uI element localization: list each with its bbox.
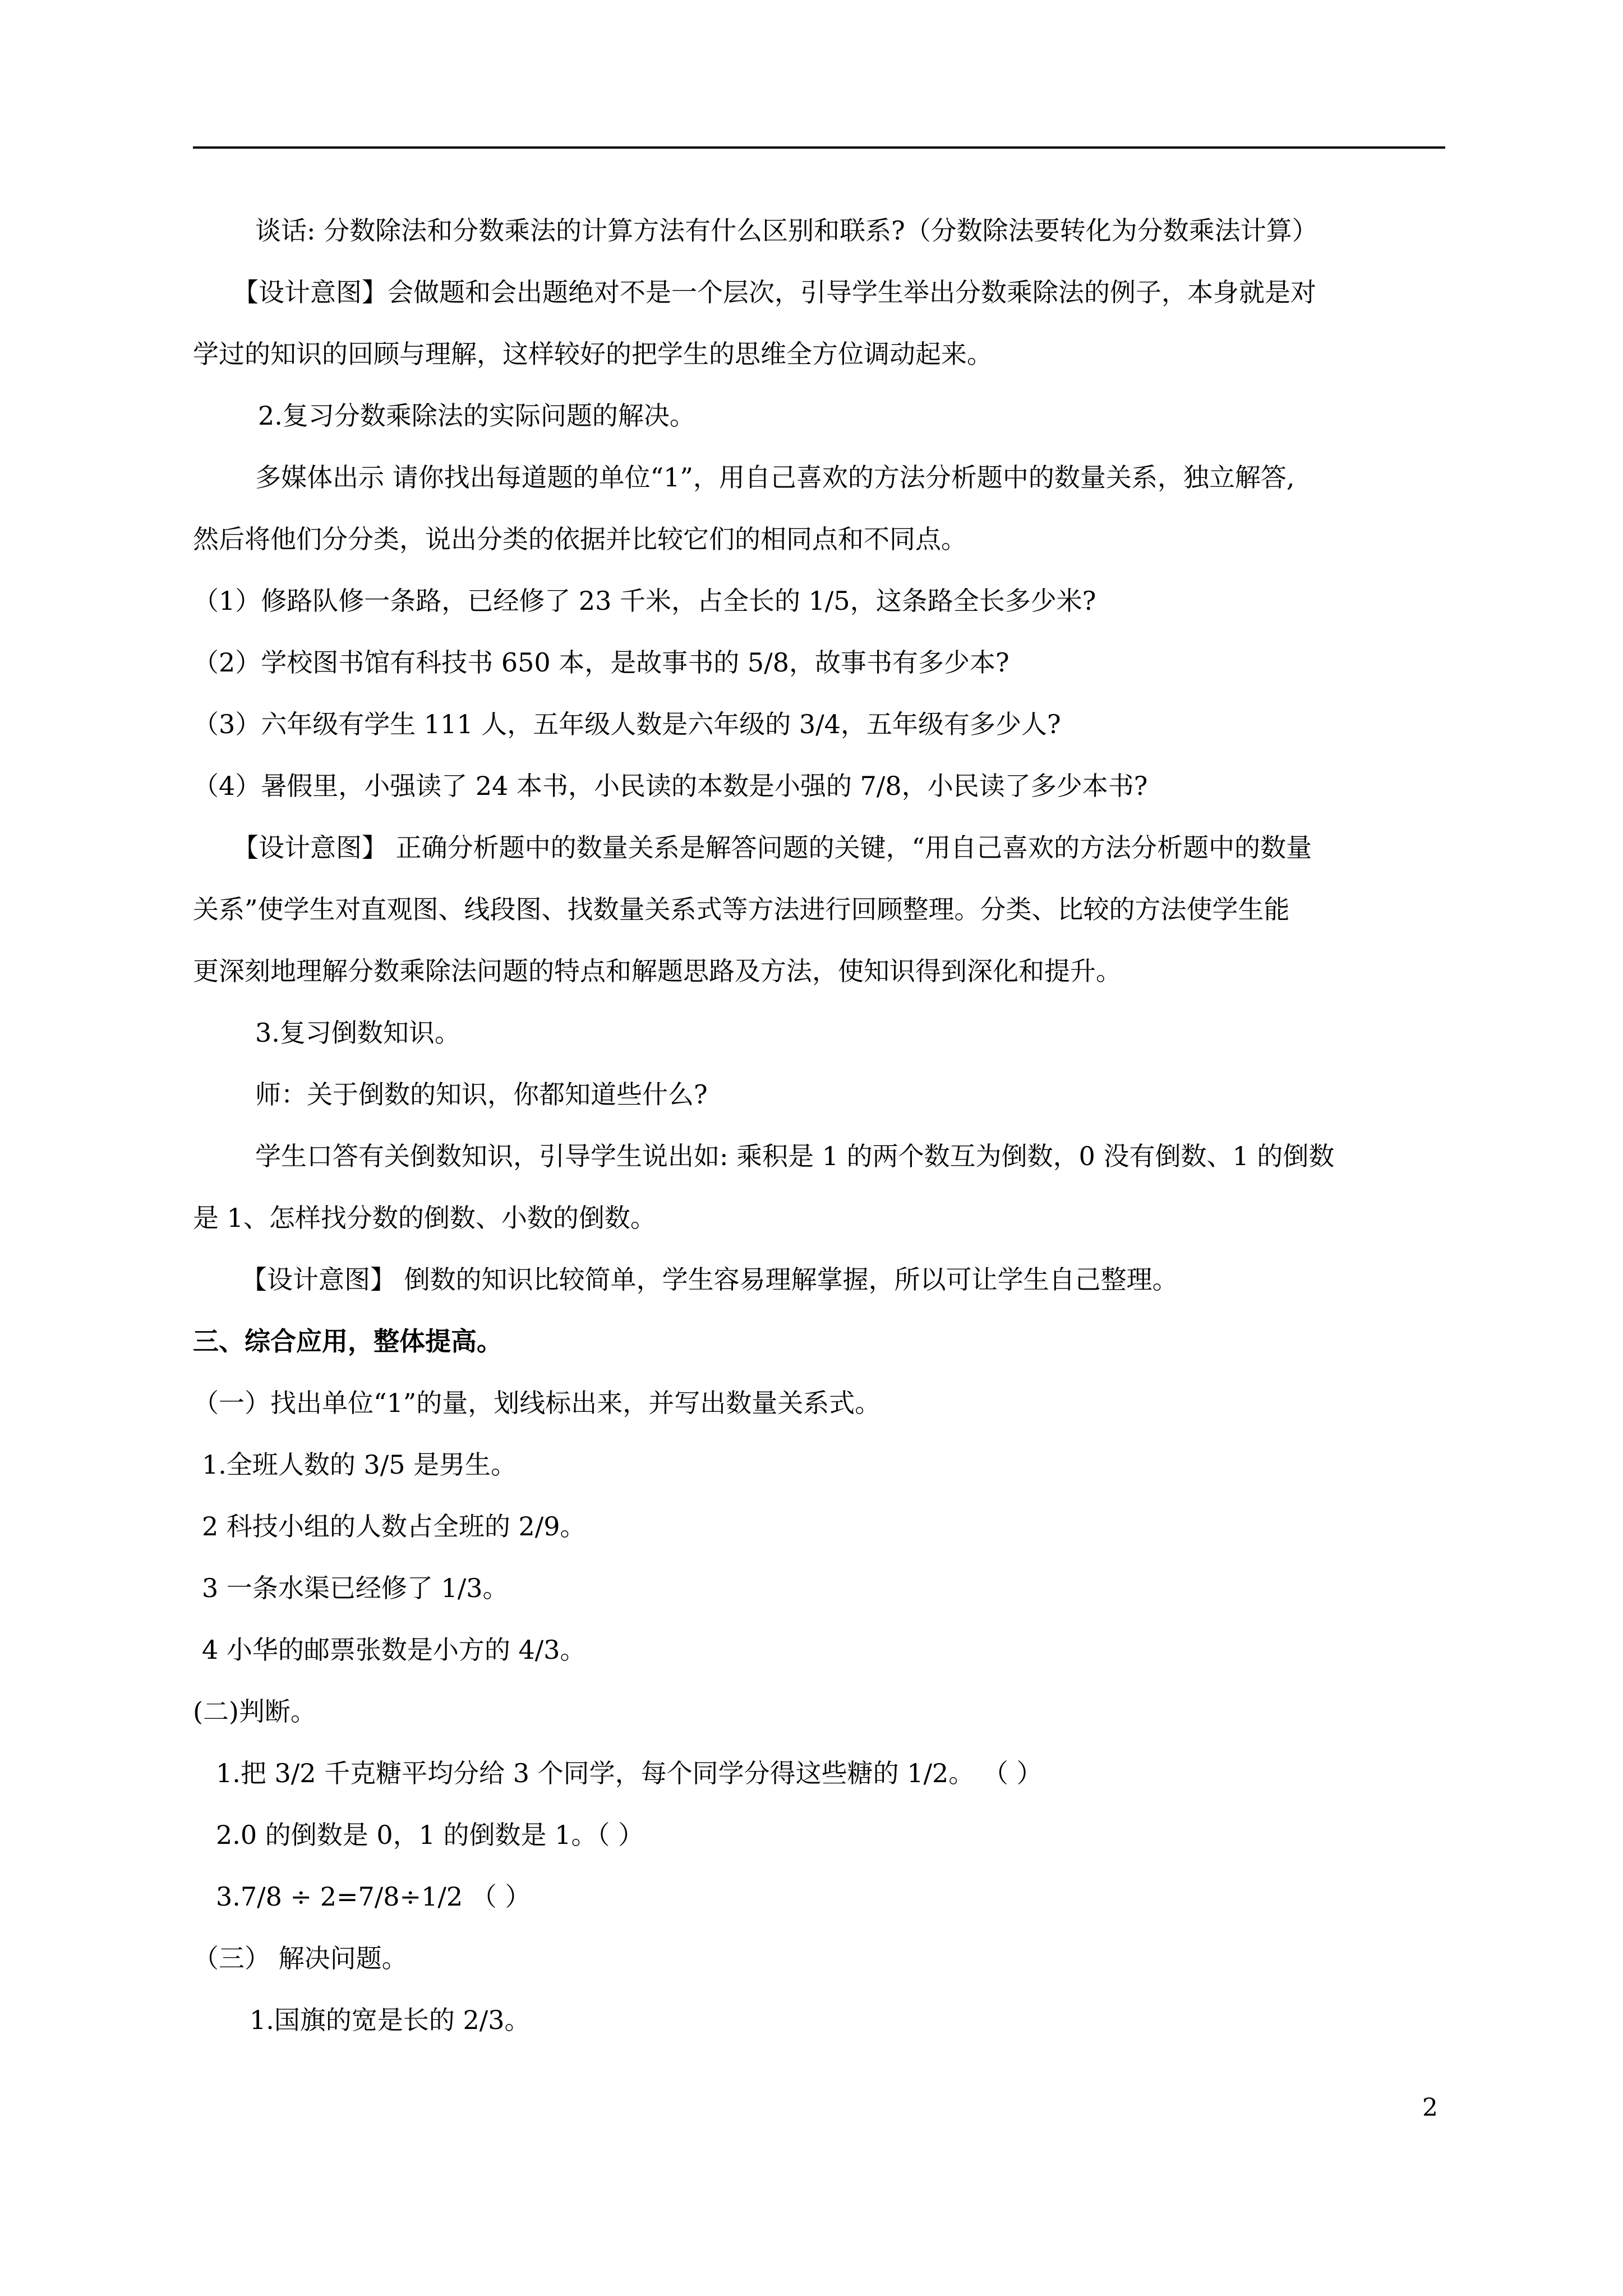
paragraph-line: 师：关于倒数的知识，你都知道些什么? [255, 1079, 708, 1110]
paragraph-line: 是 1、怎样找分数的倒数、小数的倒数。 [193, 1203, 656, 1233]
list-item: 4 小华的邮票张数是小方的 4/3。 [202, 1635, 586, 1665]
paragraph-line: 关系”使学生对直观图、线段图、找数量关系式等方法进行回顾整理。分类、比较的方法使学生能 [193, 894, 1290, 924]
header-rule [193, 146, 1445, 149]
list-item: 3.7/8 ÷ 2=7/8÷1/2 （ ） [216, 1881, 531, 1912]
list-item: 2 科技小组的人数占全班的 2/9。 [202, 1511, 586, 1542]
list-item: 1.国旗的宽是长的 2/3。 [250, 2005, 531, 2035]
paragraph-line: 【设计意图】 倒数的知识比较简单，学生容易理解掌握，所以可让学生自己整理。 [241, 1264, 1178, 1295]
list-item: （2）学校图书馆有科技书 650 本，是故事书的 5/8，故事书有多少本? [193, 647, 1009, 678]
paragraph-line: （三） 解决问题。 [193, 1943, 408, 1973]
list-item: 1.把 3/2 千克糖平均分给 3 个同学，每个同学分得这些糖的 1/2。 （ ） [216, 1758, 1043, 1788]
paragraph-line: 谈话: 分数除法和分数乘法的计算方法有什么区别和联系?（分数除法要转化为分数乘法计算） [255, 215, 1318, 246]
paragraph-line: 3.复习倒数知识。 [255, 1018, 460, 1048]
paragraph-line: 【设计意图】会做题和会出题绝对不是一个层次，引导学生举出分数乘除法的例子，本身就是对 [233, 277, 1316, 307]
paragraph-line: 学生口答有关倒数知识，引导学生说出如: 乘积是 1 的两个数互为倒数，0 没有倒数、1 的倒数 [255, 1141, 1335, 1171]
list-item: 1.全班人数的 3/5 是男生。 [202, 1450, 517, 1480]
page-number: 2 [1422, 2093, 1438, 2122]
paragraph-line: 多媒体出示 请你找出每道题的单位“1”，用自己喜欢的方法分析题中的数量关系，独立解答, [255, 462, 1295, 493]
section-heading: 三、综合应用，整体提高。 [193, 1326, 502, 1356]
paragraph-line: 2.复习分数乘除法的实际问题的解决。 [258, 401, 695, 431]
list-item: 2.0 的倒数是 0，1 的倒数是 1。（ ） [216, 1820, 644, 1850]
list-item: （3）六年级有学生 111 人，五年级人数是六年级的 3/4，五年级有多少人? [193, 709, 1061, 739]
paragraph-line: 更深刻地理解分数乘除法问题的特点和解题思路及方法，使知识得到深化和提升。 [193, 956, 1122, 986]
list-item: （4）暑假里，小强读了 24 本书，小民读的本数是小强的 7/8，小民读了多少本书? [193, 771, 1148, 801]
paragraph-line: (二)判断。 [193, 1696, 316, 1727]
paragraph-line: 学过的知识的回顾与理解，这样较好的把学生的思维全方位调动起来。 [193, 339, 993, 369]
paragraph-line: 【设计意图】 正确分析题中的数量关系是解答问题的关键，“用自己喜欢的方法分析题中的数量 [233, 832, 1312, 863]
list-item: （1）修路队修一条路，已经修了 23 千米，占全长的 1/5，这条路全长多少米? [193, 586, 1096, 616]
paragraph-line: 然后将他们分分类，说出分类的依据并比较它们的相同点和不同点。 [193, 524, 967, 554]
list-item: 3 一条水渠已经修了 1/3。 [202, 1573, 509, 1603]
paragraph-line: （一）找出单位“1”的量，划线标出来，并写出数量关系式。 [193, 1388, 881, 1418]
